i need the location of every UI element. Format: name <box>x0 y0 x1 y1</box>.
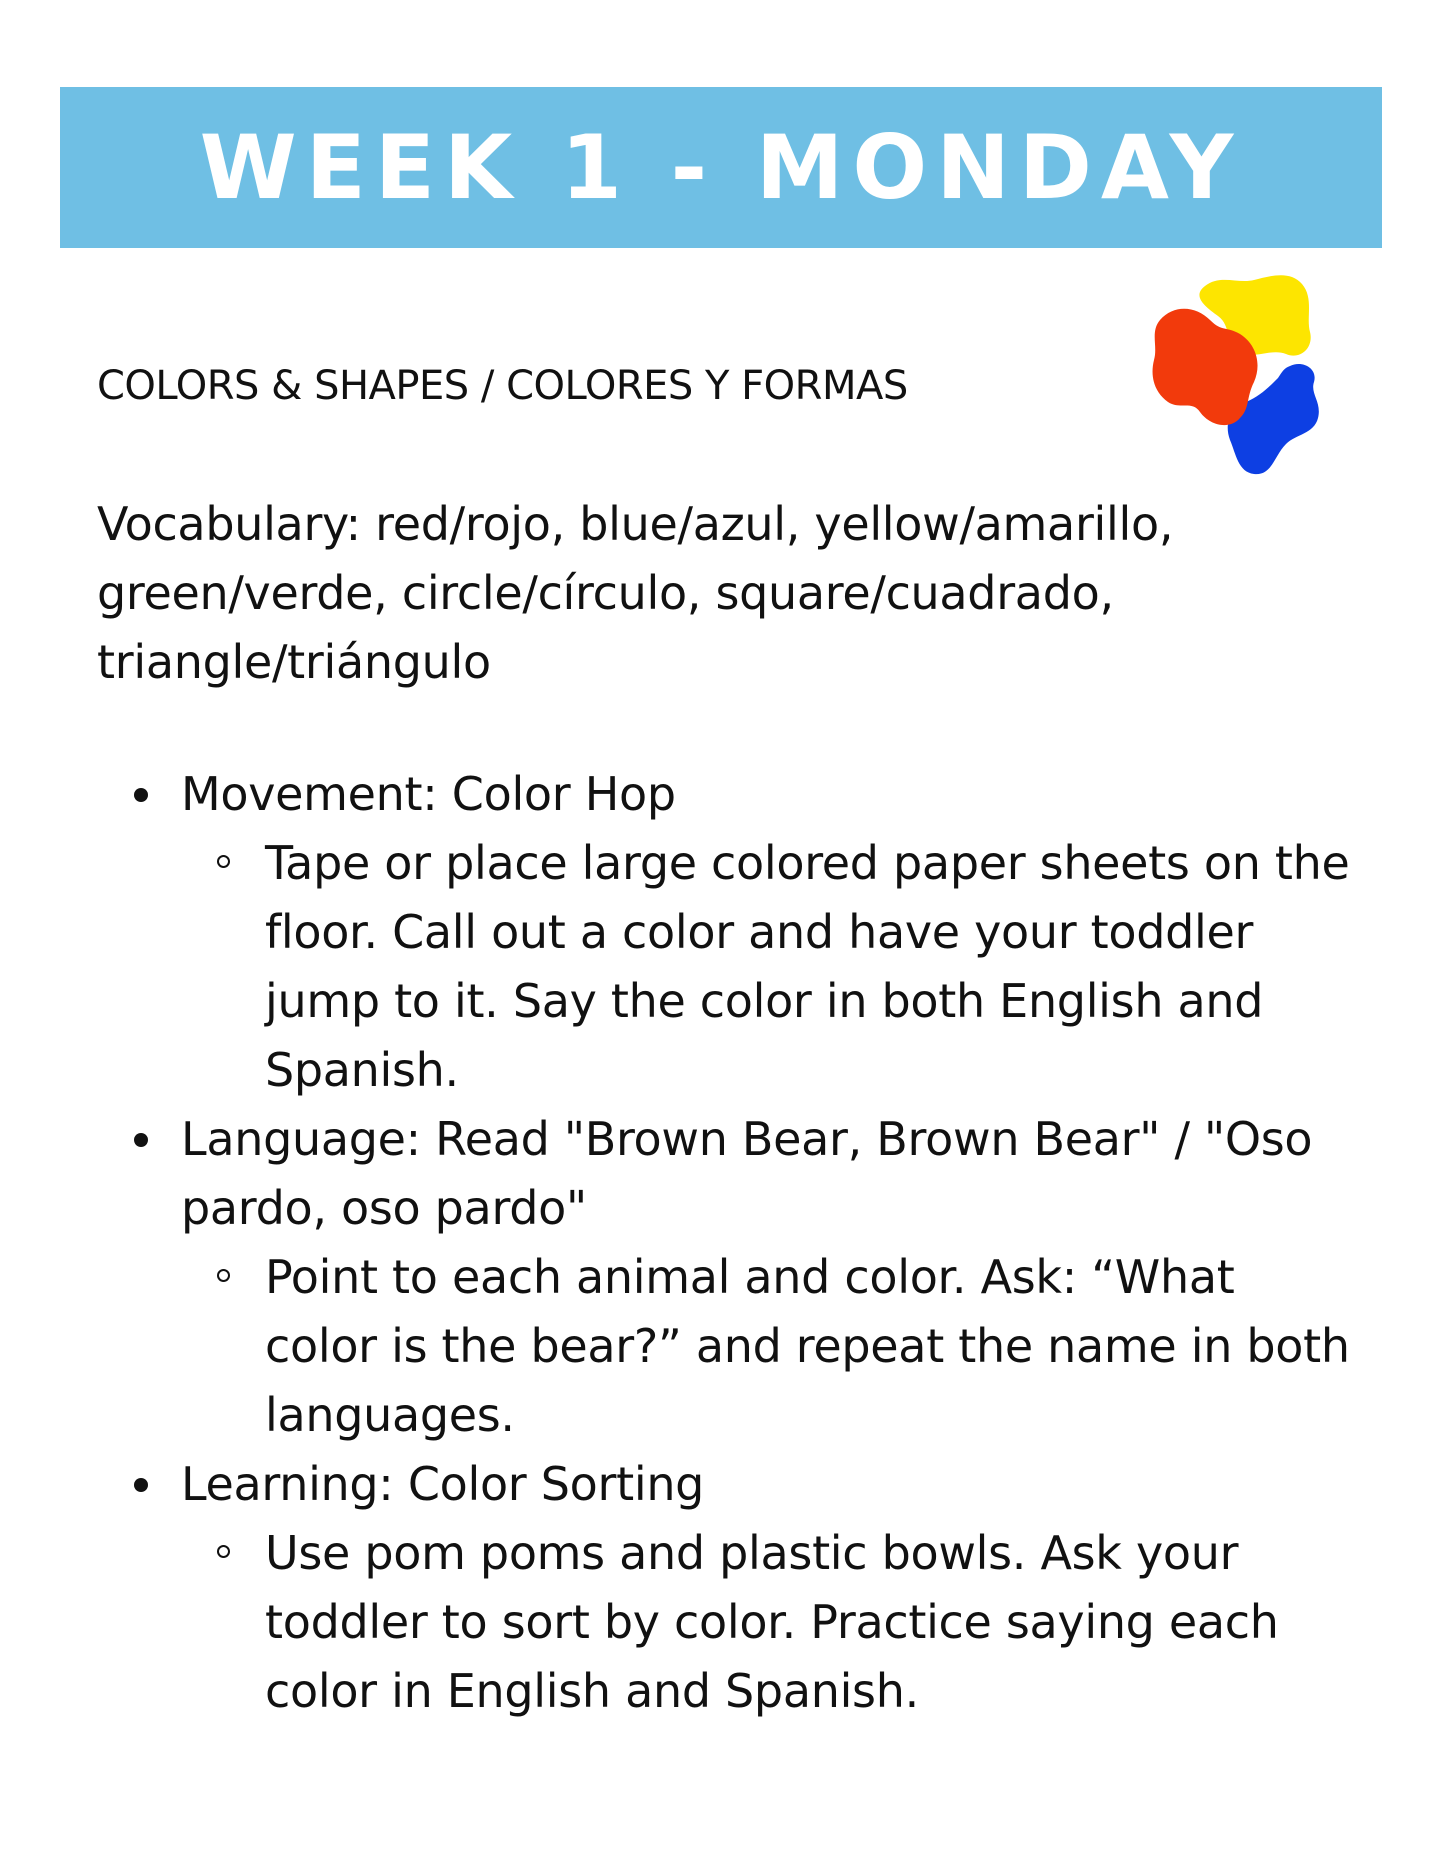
activity-item-language <box>97 1105 1357 1450</box>
activity-item-movement <box>97 760 1357 1105</box>
title-banner <box>60 87 1382 248</box>
detail-item <box>181 1519 1357 1726</box>
page-title: WEEK 1 - MONDAY <box>199 115 1243 219</box>
detail-text: Use pom poms and plastic bowls. Ask your toddler to sort by color. Practice saying each color in English and Spanish. <box>265 1526 1279 1718</box>
circle-bullet-icon <box>217 1545 230 1558</box>
detail-text: Tape or place large colored paper sheets on the floor. Call out a color and have your toddler jump to it. Say the color in both English and Spanish. <box>265 836 1350 1097</box>
detail-text: Point to each animal and color. Ask: “What color is the bear?” and repeat the name in both languages. <box>265 1250 1350 1442</box>
bullet-icon <box>134 1478 148 1492</box>
activity-label: Learning: Color Sorting <box>181 1457 705 1511</box>
colored-blobs-icon <box>1150 268 1340 478</box>
activity-list <box>97 760 1357 1726</box>
bullet-icon <box>134 1133 148 1147</box>
vocabulary-text: Vocabulary: red/rojo, blue/azul, yellow/amarillo, green/verde, circle/círculo, square/cuadrado, triangle/triángulo <box>97 497 1174 689</box>
circle-bullet-icon <box>217 855 230 868</box>
activity-label: Language: Read "Brown Bear, Brown Bear" / "Oso pardo, oso pardo" <box>181 1112 1313 1235</box>
activity-details <box>181 829 1357 1105</box>
activity-item-learning <box>97 1450 1357 1726</box>
activity-details <box>181 1243 1357 1450</box>
activity-details <box>181 1519 1357 1726</box>
detail-item <box>181 1243 1357 1450</box>
detail-item <box>181 829 1357 1105</box>
bullet-icon <box>134 788 148 802</box>
circle-bullet-icon <box>217 1269 230 1282</box>
activity-label: Movement: Color Hop <box>181 767 676 821</box>
section-subtitle: COLORS & SHAPES / COLORES Y FORMAS <box>97 363 908 409</box>
